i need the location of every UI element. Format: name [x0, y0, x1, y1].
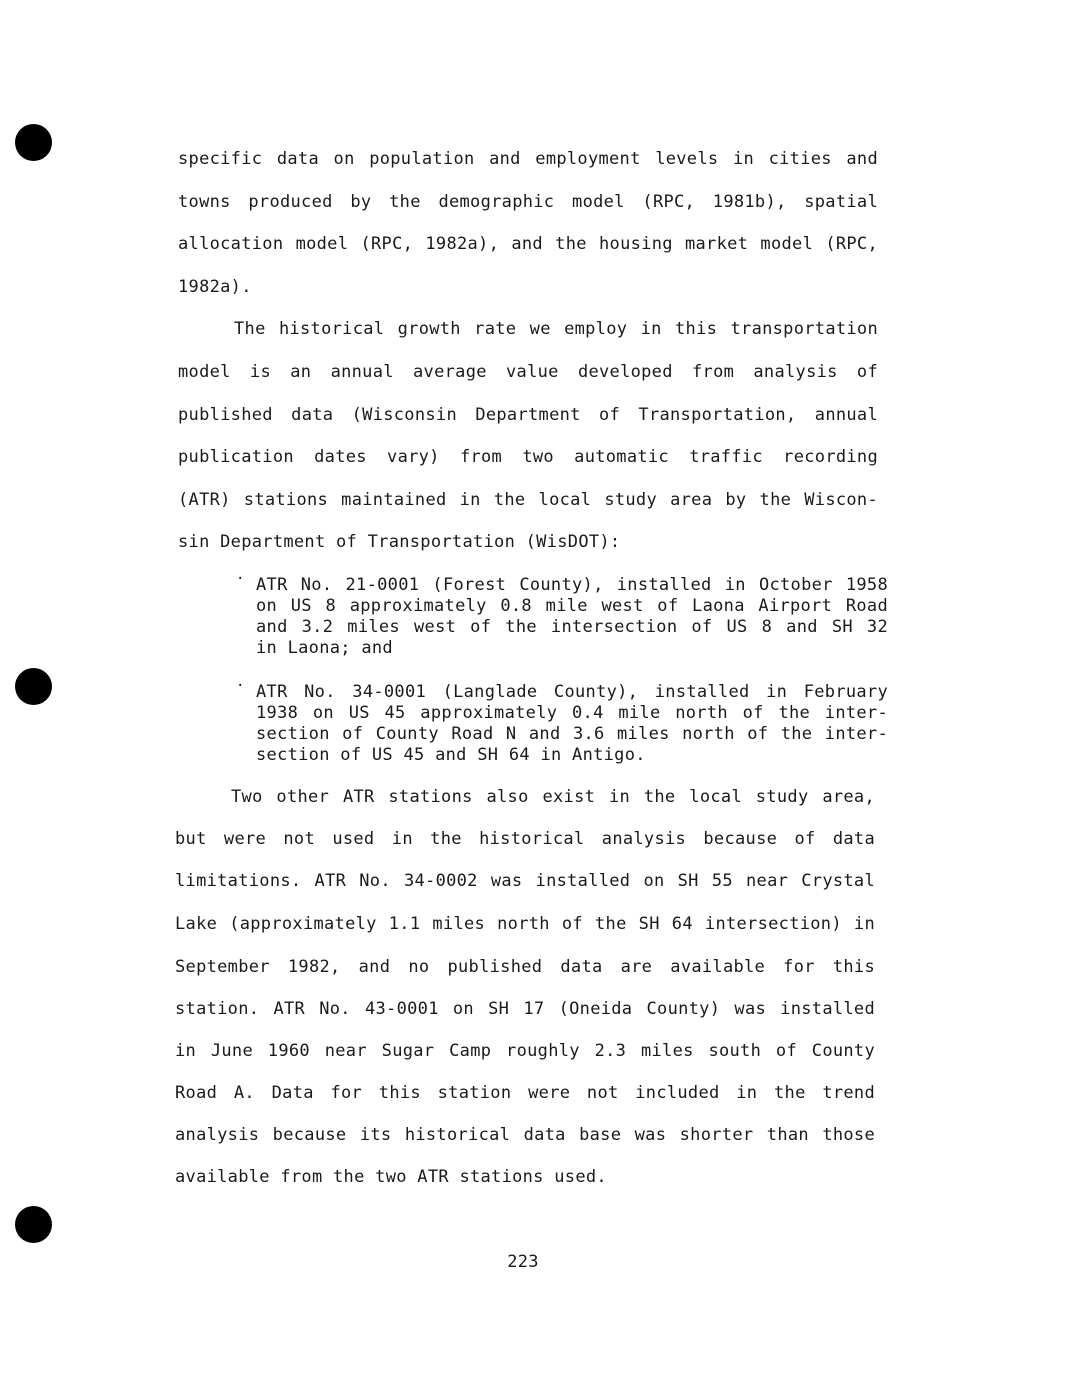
paragraph-1-line: towns produced by the demographic model (RPC, 1981b), spatial	[178, 192, 878, 212]
paragraph-2-line: publication dates vary) from two automatic traffic recording	[178, 447, 878, 467]
paragraph-3-line: limitations. ATR No. 34-0002 was installed on SH 55 near Crystal	[175, 871, 875, 891]
paragraph-2-line: published data (Wisconsin Department of Transportation, annual	[178, 405, 878, 425]
paragraph-1-line: 1982a).	[178, 277, 252, 297]
page-number: 223	[507, 1252, 539, 1272]
list-item-line: on US 8 approximately 0.8 mile west of Laona Airport Road	[256, 596, 888, 616]
list-item-line: and 3.2 miles west of the intersection of US 8 and SH 32	[256, 617, 888, 637]
bullet-icon: ·	[236, 678, 245, 694]
paragraph-3-line: in June 1960 near Sugar Camp roughly 2.3 miles south of County	[175, 1041, 875, 1061]
paragraph-3-line: analysis because its historical data base was shorter than those	[175, 1125, 875, 1145]
paragraph-3-line: station. ATR No. 43-0001 on SH 17 (Oneida County) was installed	[175, 999, 875, 1019]
list-item-line: ATR No. 21-0001 (Forest County), installed in October 1958	[256, 575, 888, 595]
paragraph-2-line: model is an annual average value developed from analysis of	[178, 362, 878, 382]
paragraph-2-line: sin Department of Transportation (WisDOT):	[178, 532, 621, 552]
list-item-line: section of US 45 and SH 64 in Antigo.	[256, 745, 646, 765]
paragraph-3-line: September 1982, and no published data are available for this	[175, 957, 875, 977]
list-item-line: in Laona; and	[256, 638, 393, 658]
paragraph-1-line: specific data on population and employment levels in cities and	[178, 149, 878, 169]
binder-hole-middle	[15, 668, 52, 705]
binder-hole-bottom	[15, 1206, 52, 1243]
paragraph-2-line: (ATR) stations maintained in the local study area by the Wiscon-	[178, 490, 878, 510]
paragraph-3-line: Lake (approximately 1.1 miles north of the SH 64 intersection) in	[175, 914, 875, 934]
bullet-icon: ·	[236, 571, 245, 587]
list-item-line: 1938 on US 45 approximately 0.4 mile north of the inter-	[256, 703, 888, 723]
paragraph-2-line: The historical growth rate we employ in this transportation	[234, 319, 878, 339]
paragraph-3-line: but were not used in the historical analysis because of data	[175, 829, 875, 849]
paragraph-3-line: available from the two ATR stations used.	[175, 1167, 607, 1187]
list-item-line: section of County Road N and 3.6 miles north of the inter-	[256, 724, 888, 744]
list-item-line: ATR No. 34-0001 (Langlade County), installed in February	[256, 682, 888, 702]
paragraph-1-line: allocation model (RPC, 1982a), and the housing market model (RPC,	[178, 234, 878, 254]
binder-hole-top	[15, 124, 52, 161]
paragraph-3-line: Two other ATR stations also exist in the local study area,	[231, 787, 875, 807]
paragraph-3-line: Road A. Data for this station were not included in the trend	[175, 1083, 875, 1103]
